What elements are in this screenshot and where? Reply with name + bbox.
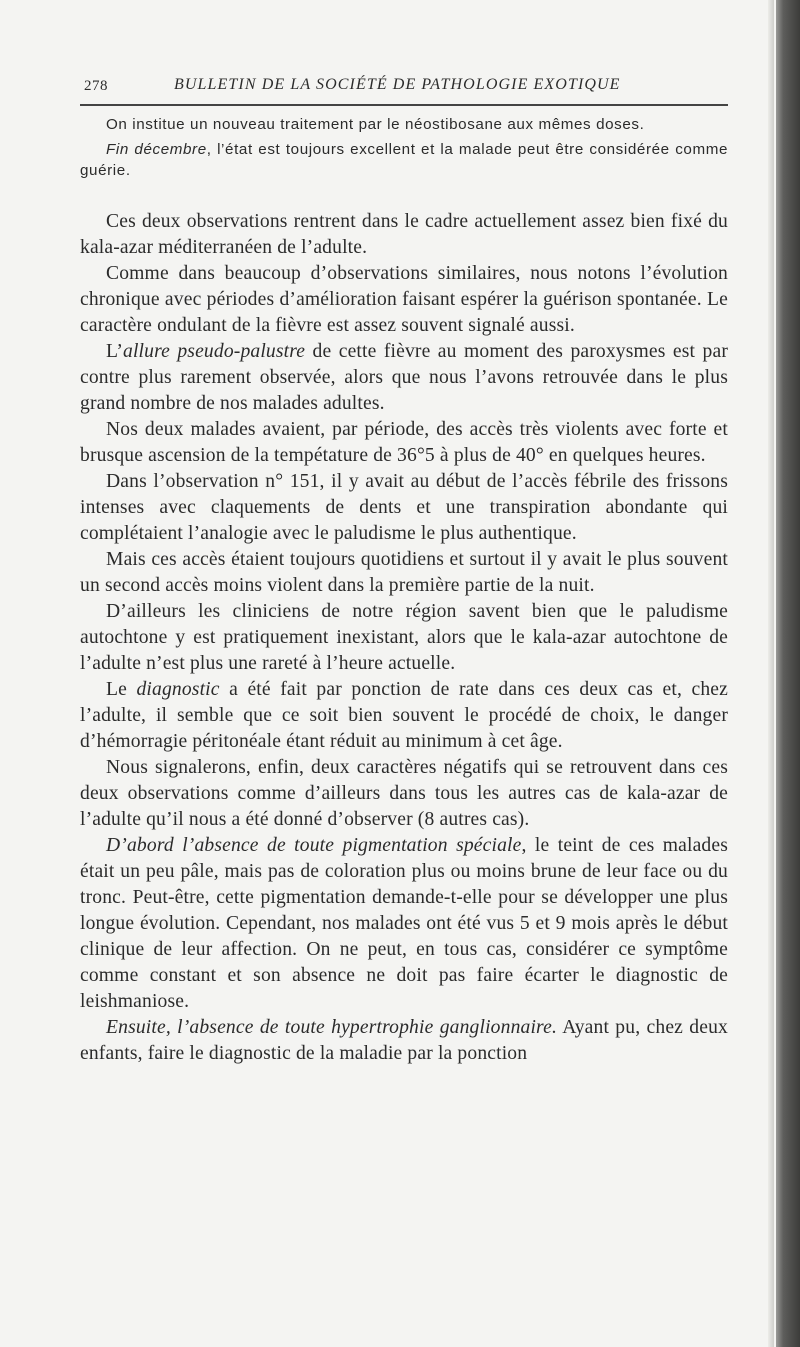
paragraph: D’ailleurs les cliniciens de notre région savent bien que le paludisme autochtone y est pratiquement inexistant, alors que le kala-azar autochtone de l’adulte n’est plus une rareté à l’heure actuelle. [80, 601, 728, 674]
paragraph: L’allure pseudo-palustre de cette fièvre au moment des paroxysmes est par contre plus rarement observée, alors que nous l’avons retrouvée dans le plus grand nombre de nos malades adultes. [80, 341, 728, 414]
spacer [80, 181, 728, 209]
emphasis: D’abord l’absence de toute pigmentation spéciale [106, 835, 522, 856]
case-note-paragraph: Fin décembre, l’état est toujours excellent et la malade peut être considérée comme guérie. [80, 141, 728, 179]
paragraph: D’abord l’absence de toute pigmentation spéciale, le teint de ces malades était un peu pâle, mais pas de coloration plus ou moins brune de leur face ou du tronc. Peut-être, cette pigmentation demande-t-elle pour se développer une plus longue évolution. Cependant, nos malades ont été vus 5 et 9 mois après le début clinique de leur affection. On ne peut, en tous cas, considérer ce symptôme comme constant et son absence ne doit pas faire écarter le diagnostic de leishmaniose. [80, 835, 728, 1012]
emphasis: Ensuite, l’absence de toute hypertrophie ganglionnaire. [106, 1017, 557, 1038]
date-lead: Fin décembre [106, 141, 207, 158]
paragraph: Dans l’observation n° 151, il y avait au début de l’accès fébrile des frissons intenses avec claquements de dents et une transpiration abondante qui complétaient l’analogie avec le paludisme le plus authentique. [80, 471, 728, 544]
paragraph: Nos deux malades avaient, par période, des accès très violents avec forte et brusque ascension de la tempétature de 36°5 à plus de 40° en quelques heures. [80, 419, 728, 466]
journal-title: BULLETIN DE LA SOCIÉTÉ DE PATHOLOGIE EXOTIQUE [174, 76, 621, 93]
emphasis: diagnostic [136, 679, 220, 700]
case-note-paragraph: On institue un nouveau traitement par le néostibosane aux mêmes doses. [106, 116, 645, 133]
running-header [84, 74, 726, 100]
page-edge-shade [768, 0, 774, 1347]
paragraph: Nous signalerons, enfin, deux caractères négatifs qui se retrouvent dans ces deux observations comme d’ailleurs dans tous les autres cas de kala-azar de l’adulte qu’il nous a été donné d’observer (8 autres cas). [80, 757, 728, 830]
paragraph: Mais ces accès étaient toujours quotidiens et surtout il y avait le plus souvent un second accès moins violent dans la première partie de la nuit. [80, 549, 728, 596]
book-binding-edge [776, 0, 800, 1347]
paragraph: Ces deux observations rentrent dans le cadre actuellement assez bien fixé du kala-azar méditerranéen de l’adulte. [80, 211, 728, 258]
paragraph: Le diagnostic a été fait par ponction de rate dans ces deux cas et, chez l’adulte, il semble que ce soit bien souvent le procédé de choix, le danger d’hémorragie péritonéale étant réduit au minimum à cet âge. [80, 679, 728, 752]
emphasis: allure pseudo-palustre [123, 341, 306, 362]
paragraph: Ensuite, l’absence de toute hypertrophie ganglionnaire. Ayant pu, chez deux enfants, faire le diagnostic de la maladie par la ponction [80, 1017, 728, 1064]
paragraph: Comme dans beaucoup d’observations similaires, nous notons l’évolution chronique avec périodes d’amélioration faisant espérer la guérison spontanée. Le caractère ondulant de la fièvre est assez souvent signalé aussi. [80, 263, 728, 336]
article-body [80, 114, 728, 1067]
header-rule [80, 104, 728, 106]
page-number: 278 [84, 78, 108, 94]
